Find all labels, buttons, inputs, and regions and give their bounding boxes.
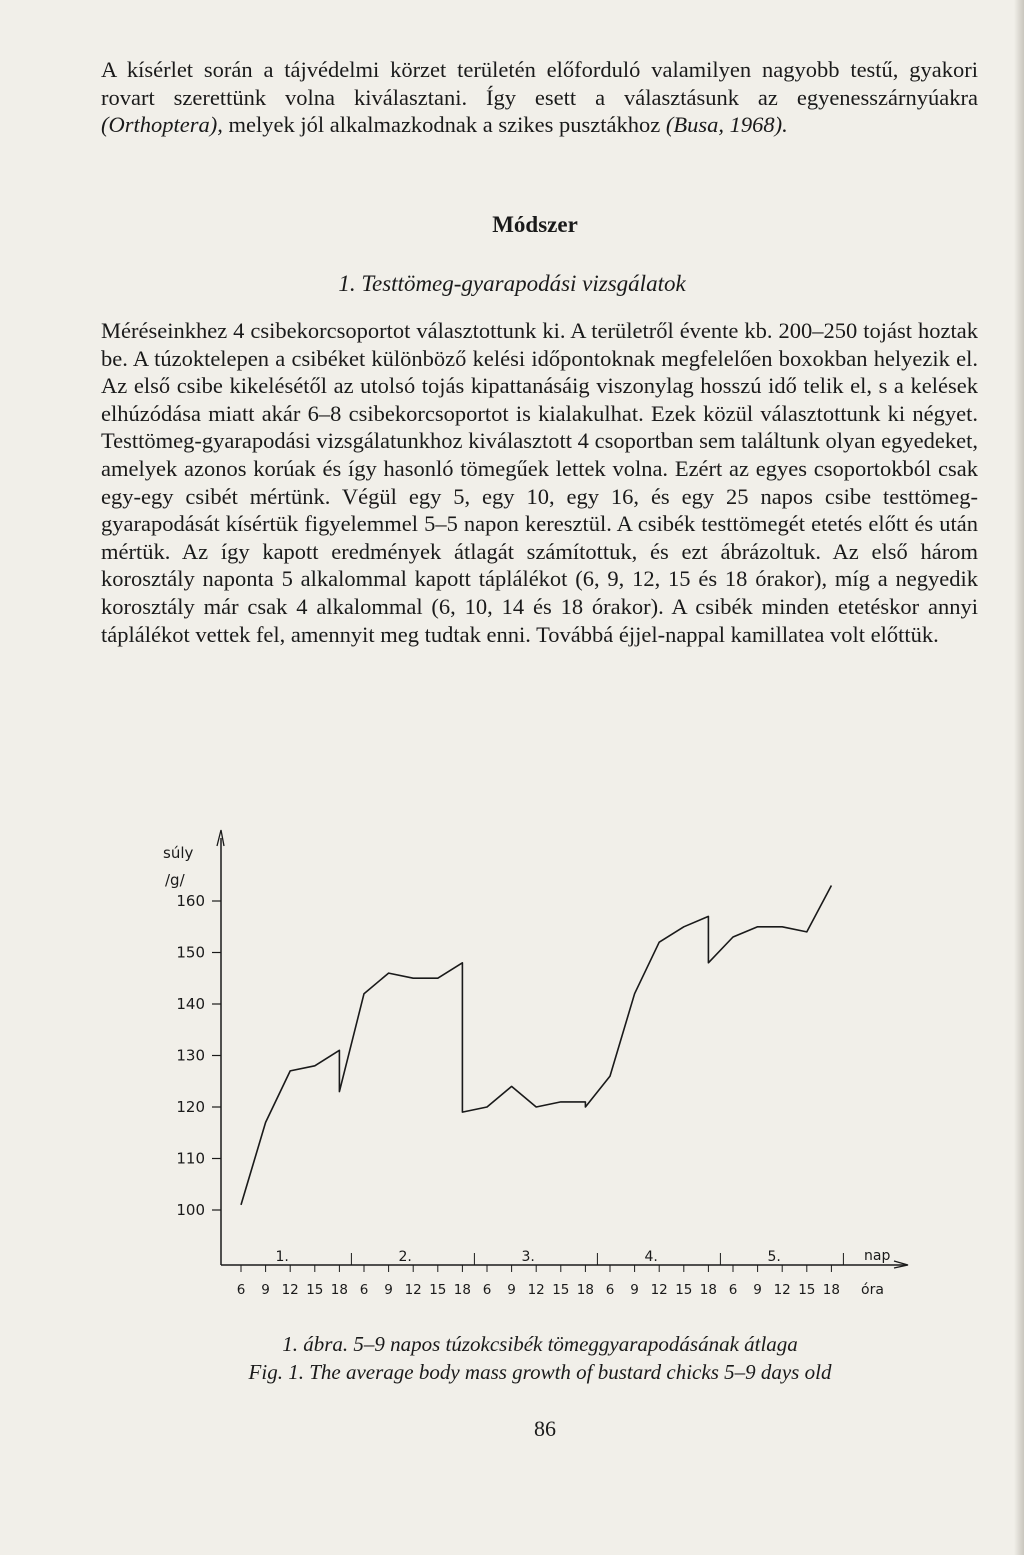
body-mass-chart <box>0 820 1024 1310</box>
y-tick-label: 150 <box>176 943 205 962</box>
x-hour-label: 6 <box>236 1282 246 1298</box>
x-hour-label: 18 <box>330 1282 348 1298</box>
chart-svg <box>0 820 1024 1310</box>
figure-caption-en: Fig. 1. The average body mass growth of bustard chicks 5–9 days old <box>248 1360 832 1384</box>
x-day-label: 5. <box>767 1249 781 1265</box>
x-axis-day-label: nap <box>864 1248 891 1264</box>
page-number: 86 <box>534 1416 556 1441</box>
body-mass-line <box>241 886 831 1205</box>
x-hour-label: 18 <box>576 1282 594 1298</box>
section-heading: Módszer <box>492 212 578 237</box>
section-subheading: 1. Testtömeg-gyarapodási vizsgálatok <box>338 271 686 296</box>
y-axis-unit-label: /g/ <box>165 871 185 889</box>
intro-paragraph <box>101 56 978 139</box>
taxon-name: (Orthoptera), <box>101 112 223 138</box>
x-hour-label: 9 <box>384 1282 393 1298</box>
x-hour-label: 15 <box>798 1282 816 1298</box>
x-hour-label: 15 <box>675 1282 693 1298</box>
x-hour-label: 6 <box>482 1282 492 1298</box>
y-tick-label: 130 <box>176 1046 205 1065</box>
x-hour-label: 9 <box>261 1282 270 1298</box>
x-hour-label: 18 <box>699 1282 717 1298</box>
x-day-label: 2. <box>398 1249 412 1265</box>
x-day-label: 3. <box>521 1249 535 1265</box>
y-tick-label: 120 <box>176 1098 205 1116</box>
x-hour-label: 6 <box>605 1282 615 1298</box>
y-tick-label: 140 <box>176 995 205 1013</box>
x-hour-label: 12 <box>773 1282 791 1298</box>
x-hour-label: 15 <box>306 1282 324 1298</box>
x-day-label: 1. <box>275 1249 289 1265</box>
x-hour-label: 9 <box>630 1282 639 1298</box>
x-hour-label: 15 <box>429 1282 447 1298</box>
x-hour-label: 18 <box>822 1282 840 1298</box>
x-axis-hour-label: óra <box>861 1282 884 1298</box>
intro-text-middle: melyek jól alkalmazkodnak a szikes pusztákhoz <box>222 112 666 138</box>
x-hour-label: 12 <box>281 1282 299 1298</box>
x-hour-label: 18 <box>453 1282 471 1298</box>
x-hour-label: 6 <box>728 1282 738 1298</box>
x-hour-label: 9 <box>753 1282 762 1298</box>
figure-caption-hu: 1. ábra. 5–9 napos túzokcsibék tömeggyarapodásának átlaga <box>282 1332 798 1356</box>
method-text: Méréseinkhez 4 csibekorcsoportot választottunk ki. A területről évente kb. 200–250 tojást hoztak be. A túzoktelepen a csibéket különböző kelési időpontoknak megfelelően boxokban helyezik el. Az első csibe kikelésétől az utolsó tojás kipattanásáig viszonylag hosszú idő telik el, s a kelések elhúzódása miatt akár 6–8 csibekorcsoportot is kialakulhat. Ezek közül választottunk ki négyet. Testtömeg-gyarapodási vizsgálatunkhoz kiválasztott 4 csoportban sem találtunk olyan egyedeket, amelyek azonos korúak és így hasonló tömegűek lettek volna. Ezért az egyes csoportokból csak egy-egy csibét mértünk. Végül egy 5, egy 10, egy 16, és egy 25 napos csibe testtömeg-gyarapodását kísértük figyelemmel 5–5 napon keresztül. A csibék testtömegét etetés előtt és után mértük. Az így kapott eredmények átlagát számítottuk, és ezt ábrázoltuk. Az első három korosztály naponta 5 alkalommal kapott táplálékot (6, 9, 12, 15 és 18 órakor), míg a negyedik korosztály már csak 4 alkalommal (6, 10, 14 és 18 órakor). A csibék minden etetéskor annyi táplálékot vettek fel, amennyit meg tudtak enni. Továbbá éjjel-nappal kamillatea volt előttük. <box>101 318 978 647</box>
x-hour-label: 12 <box>404 1282 422 1298</box>
citation: (Busa, 1968). <box>665 112 788 138</box>
intro-text: A kísérlet során a tájvédelmi körzet területén előforduló valamilyen nagyobb testű, gyakori rovart szerettünk volna kiválasztani. Így esett a választásunk az egyenesszárnyúakra <box>101 57 978 110</box>
x-hour-label: 15 <box>552 1282 570 1298</box>
x-hour-label: 9 <box>507 1282 516 1298</box>
x-day-label: 4. <box>644 1249 658 1265</box>
x-hour-label: 12 <box>527 1282 545 1298</box>
x-hour-label: 6 <box>359 1282 369 1298</box>
y-axis-label: súly <box>163 844 194 862</box>
y-tick-label: 160 <box>176 892 205 910</box>
y-tick-label: 110 <box>176 1149 205 1168</box>
x-hour-label: 12 <box>650 1282 668 1298</box>
y-tick-label: 100 <box>176 1201 205 1219</box>
method-paragraph <box>101 317 978 648</box>
